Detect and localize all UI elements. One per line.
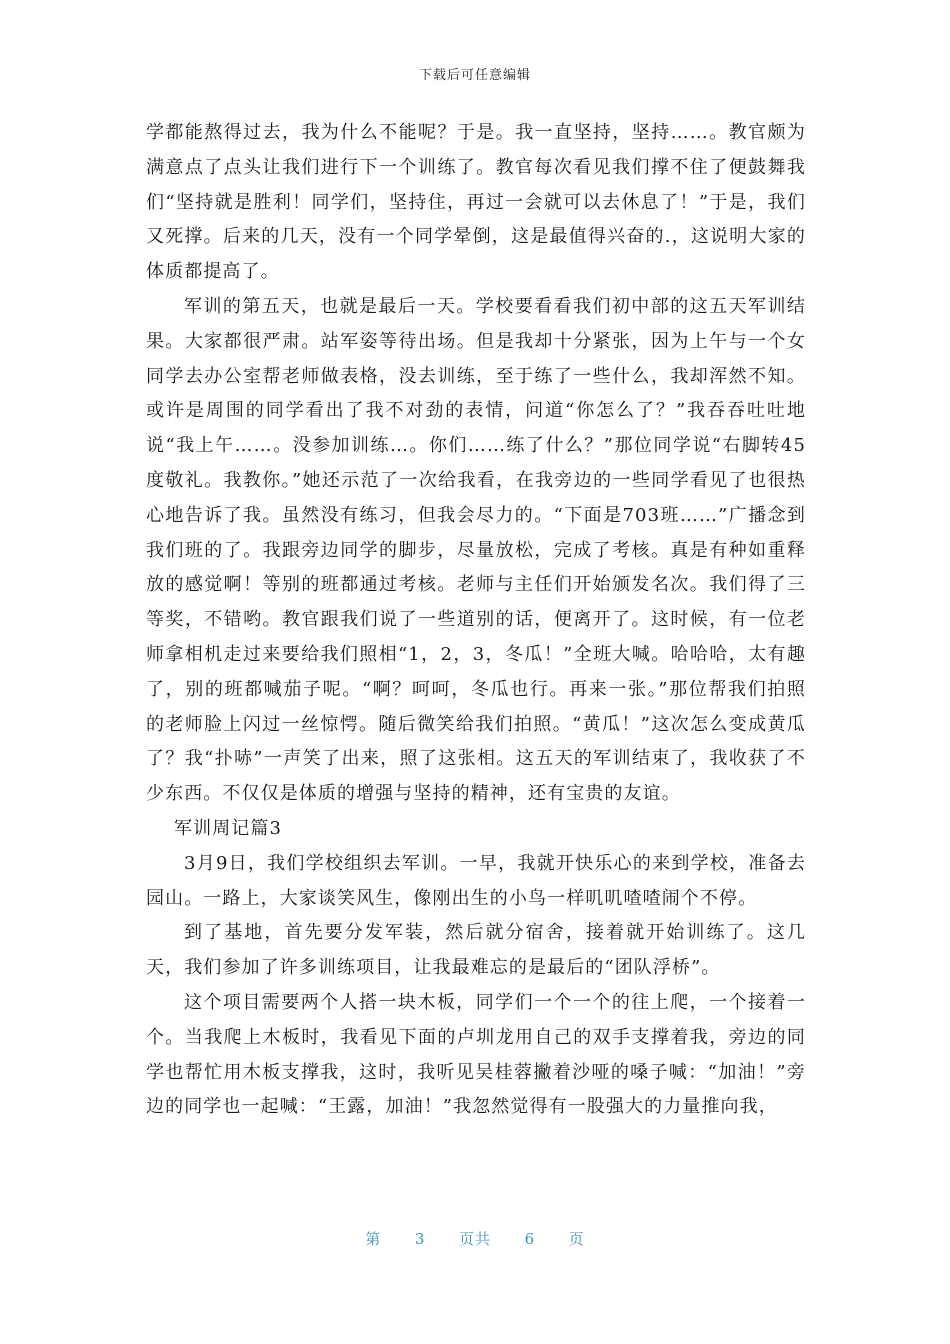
footer-middle: 页共	[458, 1230, 491, 1248]
total-pages-number: 6	[524, 1230, 536, 1248]
document-body	[146, 116, 806, 1125]
current-page-number: 3	[414, 1230, 426, 1248]
paragraph: 军训的第五天，也就是最后一天。学校要看看我们初中部的这五天军训结果。大家都很严肃。站军姿等待出场。但是我却十分紧张，因为上午与一个女同学去办公室帮老师做表格，没去训练，至于练了一些什么，我却浑然不知。或许是周围的同学看出了我不对劲的表情，问道“你怎么了？”我吞吞吐吐地说“我上午……。没参加训练…。你们……练了什么？”那位同学说“右脚转45度敬礼。我教你。”她还示范了一次给我看，在我旁边的一些同学看见了也很热心地告诉了我。虽然没有练习，但我会尽力的。“下面是703班……”广播念到我们班的了。我跟旁边同学的脚步，尽量放松，完成了考核。真是有种如重释放的感觉啊！等别的班都通过考核。老师与主任们开始颁发名次。我们得了三等奖，不错哟。教官跟我们说了一些道别的话，便离开了。这时候，有一位老师拿相机走过来要给我们照相“1，2，3，冬瓜！”全班大喊。哈哈哈，太有趣了，别的班都喊茄子呢。“啊？呵呵，冬瓜也行。再来一张。”那位帮我们拍照的老师脸上闪过一丝惊愕。随后微笑给我们拍照。“黄瓜！”这次怎么变成黄瓜了？我“扑哧”一声笑了出来，照了这张相。这五天的军训结束了，我收获了不少东西。不仅仅是体质的增强与坚持的精神，还有宝贵的友谊。	[146, 295, 806, 805]
page-header: 下载后可任意编辑	[418, 68, 531, 83]
footer-prefix: 第	[365, 1230, 382, 1248]
paragraph: 这个项目需要两个人搭一块木板，同学们一个一个的往上爬，一个接着一个。当我爬上木板时，我看见下面的卢圳龙用自己的双手支撑着我，旁边的同学也帮忙用木板支撑我，这时，我听见吴桂蓉撇着沙哑的嗓子喊：“加油！”旁边的同学也一起喊：“王露，加油！”我忽然觉得有一股强大的力量推向我，	[146, 991, 806, 1118]
paragraph: 3月9日，我们学校组织去军训。一早，我就开快乐心的来到学校，准备去园山。一路上，大家谈笑风生，像刚出生的小鸟一样叽叽喳喳闹个不停。	[146, 852, 806, 909]
paragraph-continued: 学都能熬得过去，我为什么不能呢？于是。我一直坚持，坚持……。教官颇为满意点了点头让我们进行下一个训练了。教官每次看见我们撑不住了便鼓舞我们“坚持就是胜利！同学们，坚持住，再过一会就可以去休息了！”于是，我们又死撑。后来的几天，没有一个同学晕倒，这是最值得兴奋的.，这说明大家的体质都提高了。	[146, 122, 806, 283]
paragraph: 到了基地，首先要分发军装，然后就分宿舍，接着就开始训练了。这几天，我们参加了许多训练项目，让我最难忘的是最后的“团队浮桥”。	[146, 922, 806, 979]
page-footer	[0, 1228, 950, 1249]
section-title: 军训周记篇3	[174, 817, 283, 839]
footer-suffix: 页	[568, 1230, 585, 1248]
